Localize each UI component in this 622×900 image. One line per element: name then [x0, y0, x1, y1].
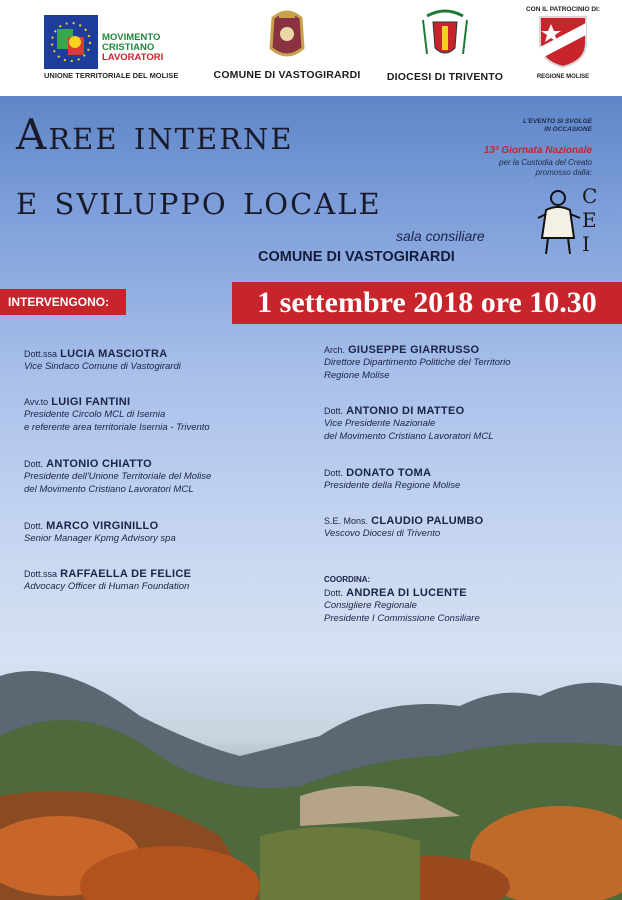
speaker-name: ANTONIO CHIATTO — [46, 458, 153, 470]
speaker-entry: S.E. Mons. CLAUDIO PALUMBO Vescovo Diocesi di Trivento — [324, 515, 484, 539]
speaker-name: ANTONIO DI MATTEO — [346, 405, 465, 417]
coordina-label: COORDINA: — [324, 575, 371, 584]
comune-crest-icon — [263, 8, 311, 64]
speaker-entry: Avv.to LUIGI FANTINI Presidente Circolo MCL di Isernia e referente area territoriale Isernia - Trivento — [24, 396, 210, 433]
speaker-entry: Dott.ssa RAFFAELLA DE FELICE Advocacy Officer di Human Foundation — [24, 568, 192, 592]
cei-logo — [536, 184, 606, 264]
speaker-entry: Dott.ssa LUCIA MASCIOTRA Vice Sindaco Comune di Vastogirardi — [24, 348, 181, 372]
cei-letters: C E I — [582, 184, 598, 256]
event-note-custodia: per la Custodia del Creato promosso dalla: — [499, 158, 592, 177]
speaker-entry: Dott. ANTONIO DI MATTEO Vice Presidente Nazionale del Movimento Cristiano Lavoratori MCL — [324, 405, 494, 442]
venue-line1: sala consiliare — [396, 228, 485, 244]
speaker-name: LUIGI FANTINI — [51, 396, 131, 408]
speaker-name: DONATO TOMA — [346, 467, 432, 479]
poster-title-line2: e sviluppo locale — [16, 175, 382, 224]
header-logos — [0, 0, 622, 96]
speaker-entry: Arch. GIUSEPPE GIARRUSSO Direttore Dipartimento Politiche del Territorio Regione Molise — [324, 344, 511, 381]
intervengono-label: INTERVENGONO: — [0, 289, 126, 315]
speaker-name: RAFFAELLA DE FELICE — [60, 568, 192, 580]
mcl-logo — [44, 15, 98, 69]
regione-logo-block: CON IL PATROCINIO DI: REGIONE MOLISE — [525, 6, 601, 80]
venue-line2: COMUNE DI VASTOGIRARDI — [258, 249, 455, 265]
comune-logo-block — [212, 8, 362, 81]
cei-figure-icon — [536, 188, 582, 258]
speaker-entry: Dott. MARCO VIRGINILLO Senior Manager Kpmg Advisory spa — [24, 520, 176, 544]
speaker-name: MARCO VIRGINILLO — [46, 520, 159, 532]
event-note-intro: L'EVENTO SI SVOLGE IN OCCASIONE — [523, 118, 592, 133]
diocesi-label: DIOCESI DI TRIVENTO — [386, 71, 504, 83]
event-date: 1 settembre 2018 ore 10.30 — [232, 282, 622, 324]
speaker-entry: Dott. DONATO TOMA Presidente della Regione Molise — [324, 467, 461, 491]
diocesi-coat-of-arms-icon — [415, 8, 475, 66]
mcl-name: MOVIMENTO CRISTIANO LAVORATORI — [102, 32, 164, 63]
regione-molise-shield-icon — [536, 13, 590, 69]
speaker-name: ANDREA DI LUCENTE — [346, 587, 467, 599]
comune-label: COMUNE DI VASTOGIRARDI — [213, 69, 361, 81]
diocesi-logo-block — [385, 8, 505, 83]
mcl-subtitle: UNIONE TERRITORIALE DEL MOLISE — [44, 71, 179, 80]
speaker-name: GIUSEPPE GIARRUSSO — [348, 344, 480, 356]
speaker-entry: Dott. ANTONIO CHIATTO Presidente dell'Unione Territoriale del Molise del Movimento Cristiano Lavoratori MCL — [24, 458, 212, 495]
speaker-name: LUCIA MASCIOTRA — [60, 348, 168, 360]
speaker-name: CLAUDIO PALUMBO — [371, 515, 484, 527]
poster-title-line1: Aree interne — [16, 110, 294, 159]
coordinator-entry: COORDINA: Dott. ANDREA DI LUCENTE Consigliere Regionale Presidente I Commissione Consiliare — [324, 575, 614, 625]
event-note-giornata: 13ª Giornata Nazionale — [483, 145, 592, 156]
